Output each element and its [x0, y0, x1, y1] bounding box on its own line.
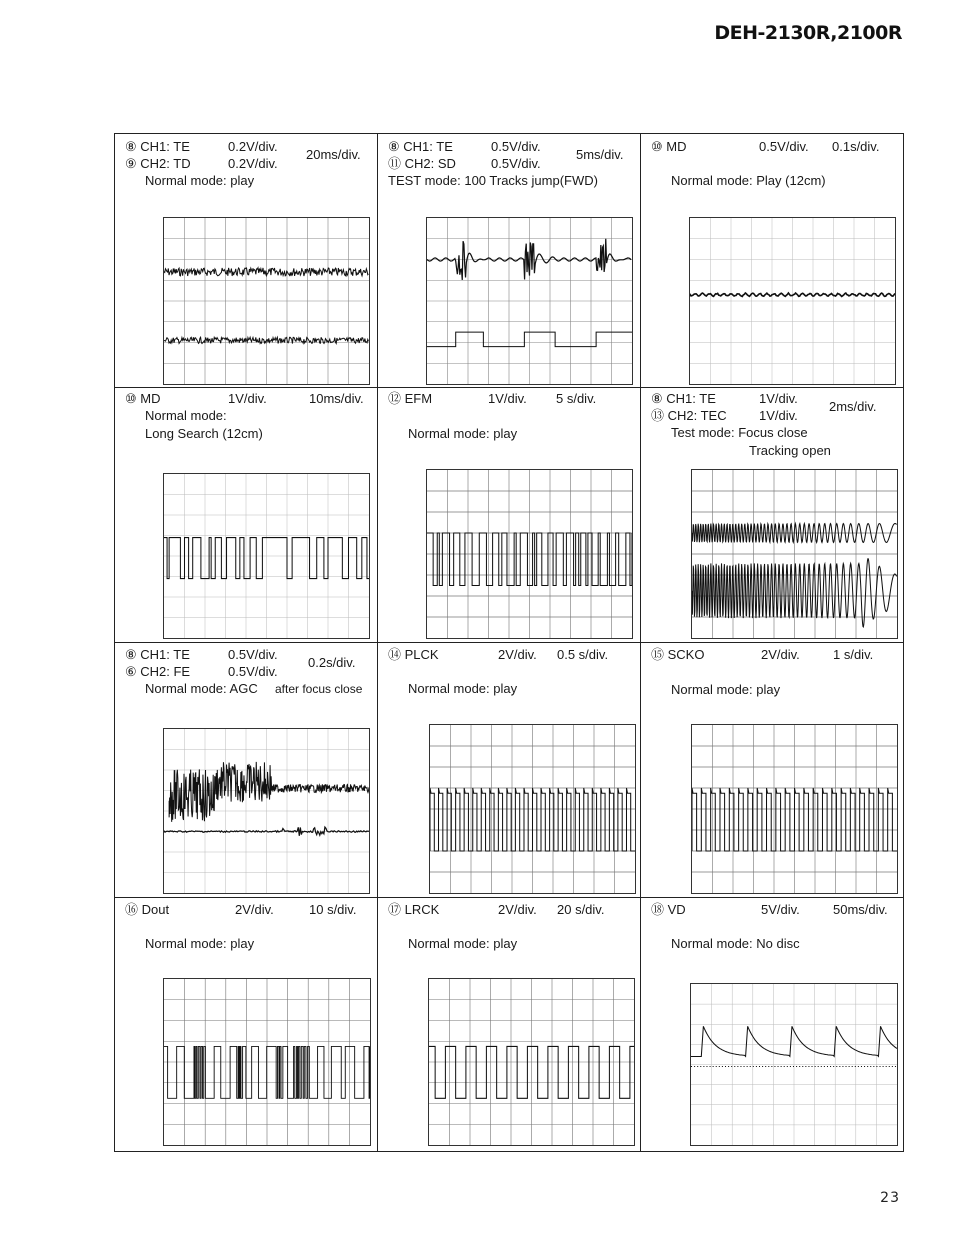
waveform-table	[114, 133, 904, 1152]
ch1-label: ⑫ EFM	[388, 391, 433, 406]
ch2-label: ⑪ CH2: SD	[388, 156, 456, 171]
timebase: 0.1s/div.	[832, 139, 880, 154]
waveform-cell-te-fe	[115, 643, 378, 898]
ch2-scale: 0.2V/div.	[228, 156, 278, 171]
ch1-label: ⑧ CH1: TE	[388, 139, 453, 154]
oscilloscope-screen	[163, 473, 370, 639]
mode-label: Normal mode: play	[408, 426, 518, 441]
ch2-scale: 1V/div.	[759, 408, 798, 423]
mode-detail: Long Search (12cm)	[145, 426, 263, 441]
ch1-label: ⑧ CH1: TE	[651, 391, 716, 406]
ch1-scale: 5V/div.	[761, 902, 800, 917]
oscilloscope-screen	[426, 217, 633, 385]
mode-label: Normal mode: play	[408, 936, 518, 951]
ch2-scale: 0.5V/div.	[491, 156, 541, 171]
ch1-label: ⑮ SCKO	[651, 647, 705, 662]
mode-label: Normal mode: play	[145, 936, 255, 951]
timebase: 5 s/div.	[556, 391, 597, 406]
ch1-scale: 0.5V/div.	[491, 139, 541, 154]
timebase: 0.5 s/div.	[557, 647, 609, 662]
ch1-label: ⑩ MD	[651, 139, 687, 154]
waveform-cell-te-sd	[378, 134, 641, 388]
oscilloscope-screen	[691, 724, 898, 894]
ch1-scale: 1V/div.	[488, 391, 527, 406]
waveform-cell-efm	[378, 388, 641, 643]
waveform-cell-md-play	[641, 134, 903, 388]
oscilloscope-screen	[428, 978, 635, 1146]
waveform-cell-md-search	[115, 388, 378, 643]
ch1-label: ⑯ Dout	[125, 902, 170, 917]
ch1-scale: 1V/div.	[759, 391, 798, 406]
ch1-label: ⑭ PLCK	[388, 647, 439, 662]
waveform-cell-dout	[115, 898, 378, 1151]
oscilloscope-screen	[429, 724, 636, 894]
ch1-scale: 2V/div.	[761, 647, 800, 662]
oscilloscope-screen	[163, 978, 371, 1146]
mode-label: TEST mode: 100 Tracks jump(FWD)	[388, 173, 598, 188]
mode-detail: after focus close	[275, 682, 363, 696]
timebase: 20ms/div.	[306, 147, 361, 162]
timebase: 1 s/div.	[833, 647, 874, 662]
mode-label: Normal mode: AGC	[145, 681, 258, 696]
ch1-scale: 2V/div.	[498, 647, 537, 662]
timebase: 10 s/div.	[309, 902, 357, 917]
waveform-cell-scko	[641, 643, 903, 898]
ch1-label: ⑱ VD	[651, 902, 686, 917]
oscilloscope-screen	[689, 217, 896, 385]
mode-label: Normal mode: No disc	[671, 936, 800, 951]
timebase: 10ms/div.	[309, 391, 364, 406]
ch2-label: ⑥ CH2: FE	[125, 664, 191, 679]
ch1-label: ⑩ MD	[125, 391, 161, 406]
ch1-scale: 2V/div.	[498, 902, 537, 917]
waveform-cell-plck	[378, 643, 641, 898]
ch2-label: ⑨ CH2: TD	[125, 156, 191, 171]
mode-label: Normal mode:	[145, 408, 227, 423]
page-number: 23	[880, 1190, 900, 1206]
mode-detail: Tracking open	[749, 443, 831, 458]
ch1-label: ⑧ CH1: TE	[125, 647, 190, 662]
model-title: DEH-2130R,2100R	[714, 22, 902, 44]
oscilloscope-screen	[426, 469, 633, 639]
oscilloscope-screen	[691, 469, 898, 639]
ch1-scale: 0.5V/div.	[759, 139, 809, 154]
oscilloscope-screen	[690, 983, 898, 1146]
ch2-scale: 0.5V/div.	[228, 664, 278, 679]
waveform-cell-te-tec	[641, 388, 903, 643]
ch1-scale: 2V/div.	[235, 902, 274, 917]
waveform-cell-te-td	[115, 134, 378, 388]
waveform-cell-vd	[641, 898, 903, 1151]
timebase: 20 s/div.	[557, 902, 605, 917]
waveform-cell-lrck	[378, 898, 641, 1151]
timebase: 5ms/div.	[576, 147, 624, 162]
oscilloscope-screen	[163, 217, 370, 385]
timebase: 2ms/div.	[829, 399, 877, 414]
timebase: 50ms/div.	[833, 902, 888, 917]
mode-label: Normal mode: play	[408, 681, 518, 696]
ch2-label: ⑬ CH2: TEC	[651, 408, 727, 423]
ch1-scale: 0.5V/div.	[228, 647, 278, 662]
mode-label: Normal mode: Play (12cm)	[671, 173, 826, 188]
mode-label: Normal mode: play	[671, 682, 781, 697]
ch1-label: ⑧ CH1: TE	[125, 139, 190, 154]
ch1-scale: 0.2V/div.	[228, 139, 278, 154]
mode-label: Normal mode: play	[145, 173, 255, 188]
timebase: 0.2s/div.	[308, 655, 356, 670]
ch1-label: ⑰ LRCK	[388, 902, 440, 917]
mode-label: Test mode: Focus close	[671, 425, 808, 440]
ch1-scale: 1V/div.	[228, 391, 267, 406]
oscilloscope-screen	[163, 728, 370, 894]
